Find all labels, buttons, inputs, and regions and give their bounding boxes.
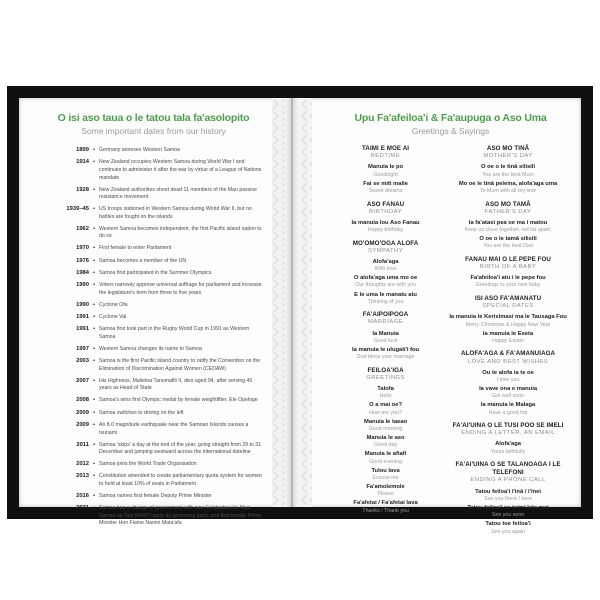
phrase-samoan: Fai se miti malie [363,180,408,187]
timeline-text: His Highness, Malietoa Tanumafili II, dies aged 94, after serving 45 years as Head of State [99,377,253,392]
phrase-item [334,451,437,465]
phrase-item [445,236,571,250]
greeting-section [334,367,437,514]
book-spine [272,98,312,507]
phrase-english: See you soon [491,512,525,519]
phrase-samoan: Manuia le afiafi [364,451,407,458]
phrase-english: You are the best Mum [482,171,534,178]
phrase-samoan: Ia manuia le Kerisimasi ma le Tausaga Fou [449,314,567,321]
timeline-row [39,346,268,354]
left-page-title: O isi aso taua o le tatou tala fa'asolopito [57,112,250,124]
timeline-text: Samoa joins the World Trade Organisation [99,461,197,468]
phrase-samoan: Talofa [377,386,394,393]
phrase-item [334,386,437,400]
phrase-item [445,314,571,328]
phrase-item [334,484,437,498]
timeline-row [39,442,268,457]
timeline-bullet-icon: • [92,492,96,499]
greeting-section [334,311,437,360]
phrase-samoan: Manuia le aso [366,435,405,442]
greeting-section [445,461,571,535]
timeline-text: Western Samoa changes its name to Samoa [99,345,202,352]
greeting-section [445,201,571,250]
phrase-samoan: Tulou lava [371,467,400,474]
section-heading-samoan: FA'AI'UINA O LE TUSI POO SE IMELI [452,422,564,430]
timeline-text: Samoa has a change of government with new Fa'atuatua i le Atua Samoa ua Tasi (FAST) party as governing party, and first female Prime Minister Hon Fiame Naomi Mata'afa [99,505,262,527]
phrase-samoan: Fa'afeiloa'i atu i le pepe fou [470,275,546,282]
phrase-english: Thanks / Thank you [362,507,409,514]
phrase-samoan: O oe o le tamā silisili [479,236,537,243]
phrase-item [334,500,437,514]
timeline-bullet-icon: • [92,159,96,166]
phrase-samoan: Alofa'aga [495,441,521,448]
section-heading-english: SPECIAL DATES [482,303,534,310]
timeline-year: 1990 [76,301,89,308]
section-heading-english: ENDING A LETTER, AN EMAIL [461,430,555,437]
phrase-item [334,292,437,306]
section-heading-samoan: TAIMI E MOE AI [362,145,410,153]
phrase-english: Excuse me [372,475,399,481]
timeline-text: Constitution amended to create parliamentary quota system for women to hold at least 10% of seats in Parliament [99,473,262,487]
timeline-bullet-icon: • [92,186,96,193]
greeting-section [445,295,571,344]
timeline-bullet-icon: • [92,147,96,154]
section-heading-english: BEDTIME [370,153,401,160]
right-page-title: Upu Fa'afeiloa'i & Fa'aupuga o Aso Uma [354,112,547,124]
timeline-text: US troops stationed in Western Samoa during World War II, but no battles are fought on the islands [99,206,252,220]
timeline-bullet-icon: • [92,409,96,416]
phrase-english: Have a good trip [488,409,528,416]
tapa-chevron-pattern-icon [272,98,312,507]
phrase-samoan: E le uma le manatu atu [354,291,417,298]
timeline-text: An 8.0 magnitude earthquake near the Samoan Islands causes a tsunami [99,421,249,436]
phrase-item [445,386,571,400]
greetings-columns [328,145,573,541]
phrase-item [445,441,571,455]
phrase-english: Goodnight [373,171,398,178]
timeline-row [39,206,268,221]
timeline-text: Samoa first participated in the Summer Olympics [99,269,212,276]
timeline-text: Samoa is the first Pacific Island country to ratify the Convention on the Elimination of Discrimination Against Women (CEDAW) [99,358,261,372]
timeline-text: Samoa's wins first Olympic medal by female weightlifter, Ele Opeloge [99,397,258,404]
timeline-row [39,473,268,488]
phrase-item [445,331,571,345]
section-heading-samoan: FA'AI'UINA O SE TALANOAGA I LE TELEFONI [455,461,561,477]
phrase-samoan: Ia manuia le ulugali'i fou [352,346,420,353]
timeline-bullet-icon: • [92,326,96,333]
phrase-samoan: Tatou feiloa'i i'inā / i'inei [475,488,541,495]
phrase-english: See you again [491,528,525,535]
section-heading-samoan: ASO MO TINĀ [486,145,530,153]
timeline-row [39,358,268,373]
phrase-item [334,181,437,195]
section-heading-english: LOVE AND BEST WISHES [467,358,549,365]
timeline-row [39,302,268,310]
timeline-text: New Zealand occupies Western Samoa during World War I and continues to administer it after the war by virtue of a League of Nations mandate [99,159,262,181]
timeline-year: 1976 [76,257,89,264]
phrase-english: Please [377,491,394,498]
greeting-section [334,145,437,194]
timeline-bullet-icon: • [92,269,96,276]
timeline-year: 2012 [76,461,89,468]
timeline-row [39,505,268,528]
timeline-year: 1914 [76,159,89,166]
timeline-row [39,258,268,266]
timeline-bullet-icon: • [92,421,96,428]
timeline-year: 2011 [76,441,89,448]
phrase-samoan: Tatou toe feiloa'i [485,521,531,528]
phrase-english: Happy birthday [367,227,404,234]
timeline-text: Samoa becomes a member of the UN [99,257,187,264]
phrase-samoan: Manuia le po [368,164,404,171]
timeline-year: 2007 [76,377,89,384]
phrase-samoan: Ou te alofa ia te oe [482,369,534,376]
timeline-bullet-icon: • [92,377,96,384]
phrase-item [334,331,437,345]
greetings-column-2 [443,145,573,541]
timeline-year: 2016 [76,492,89,499]
timeline-year: 1939–45 [66,206,89,213]
section-heading-samoan: ALOFA'AGA & FA'AMANUIAGA [460,350,556,358]
section-heading-english: FATHER'S DAY [484,208,532,215]
section-heading-english: BIRTHDAY [369,208,402,215]
phrase-english: Yours faithfully [490,448,526,455]
phrase-english: Our thoughts are with you [355,282,416,289]
phrase-item [334,275,437,289]
timeline-row [39,187,268,202]
timeline-bullet-icon: • [92,358,96,365]
phrase-item [445,489,571,503]
timeline-year: 2021 [76,505,89,512]
timeline-text: Samoa first took part in the Rugby World Cup in 1991 as Western Samoa [99,326,250,340]
timeline-row [39,410,268,418]
phrase-english: Sweet dreams [368,187,403,194]
phrase-item [334,220,437,234]
phrase-english: Good day [374,442,398,449]
phrase-item [334,468,437,482]
timeline-text: Germany annexes Western Samoa [99,147,180,154]
phrase-samoan: Fa'amolemole [366,484,405,491]
phrase-item [445,181,571,195]
section-heading-english: SYMPATHY [368,247,404,254]
timeline-year: 1997 [76,345,89,352]
section-heading-samoan: FEILOA'IGA [367,366,404,374]
phrase-samoan: Manuia le taeao [363,418,408,425]
timeline-bullet-icon: • [92,505,96,512]
section-heading-english: MARRIAGE [368,319,404,326]
phrase-english: Thinking of you [367,298,404,305]
timeline-year: 2013 [76,473,89,480]
timeline-text: First female to enter Parliament [99,245,172,252]
greeting-section [334,240,437,306]
phrase-samoan: Mo oe le tinā peleina, alofa'aga uma [458,180,558,187]
section-heading-samoan: ASO FANAU [366,200,405,208]
phrase-english: Good evening [369,458,403,465]
right-page [312,98,581,535]
timeline-year: 2009 [76,421,89,428]
timeline-bullet-icon: • [92,257,96,264]
timeline-year: 1991 [76,326,89,333]
phrase-samoan: Ia fa'atasi pea oe ma i matou [468,219,548,226]
timeline-year: 1899 [76,147,89,154]
phrase-samoan: Ia manuia le Malaga [480,402,536,409]
timeline-row [39,270,268,278]
timeline-bullet-icon: • [92,441,96,448]
phrase-english: Merry Christmas & Happy New Year [465,321,551,328]
timeline-year: 2008 [76,397,89,404]
timeline-row [39,314,268,322]
timeline-bullet-icon: • [92,314,96,321]
timeline-year: 1990 [76,282,89,289]
timeline [39,147,268,528]
section-heading-samoan: MO'OMO'OGA ALOFA [352,239,419,247]
timeline-text: Samoa switches to driving on the left [99,409,184,416]
timeline-year: 2009 [76,409,89,416]
timeline-year: 1928 [76,186,89,193]
timeline-year: 1984 [76,269,89,276]
timeline-row [39,282,268,297]
phrase-samoan: Alofa'aga [372,258,399,265]
phrase-samoan: Tatou feiloa'i se taimi lata mai [467,504,549,511]
phrase-english: To Mum with all my love [479,187,537,194]
phrase-item [334,164,437,178]
timeline-text: Samoa 'skips' a day at the end of the year, going straight from 29 to 31 December and jumping westward across the international dateline [99,441,262,456]
phrase-item [334,419,437,433]
phrase-english: Keep us close together, not far apart. [464,227,552,234]
timeline-year: 2003 [76,358,89,365]
phrase-english: I love you [496,376,520,383]
timeline-bullet-icon: • [92,461,96,468]
phrase-item [445,164,571,178]
timeline-bullet-icon: • [92,301,96,308]
phrase-item [334,259,437,273]
section-heading-samoan: ISI ASO FA'AMANATU [474,295,542,303]
timeline-text: Cyclone Val [99,314,127,321]
phrase-item [445,521,571,535]
timeline-text: Voters narrowly approve universal suffrage for parliament and increase the legislature's term from three to five years [99,282,262,296]
section-heading-samoan: FANAU MAI O LE PEPE FOU [465,255,551,263]
section-heading-english: ENDING A PHONE CALL [470,477,546,484]
timeline-row [39,461,268,469]
phrase-item [445,402,571,416]
phrase-english: Happy Easter [492,337,525,344]
phrase-english: Get well soon [492,393,525,400]
timeline-text: New Zealand authorities shoot dead 11 members of the Mau passive resistance movement [99,186,257,201]
phrase-item [445,505,571,519]
greeting-section [445,422,571,455]
timeline-bullet-icon: • [92,473,96,480]
timeline-year: 1962 [76,225,89,232]
phrase-english: How are you? [369,409,402,416]
phrase-samoan: O a mai oe? [369,402,402,409]
timeline-row [39,493,268,501]
phrase-item [445,220,571,234]
timeline-text: Samoa names first female Deputy Prime Minister [99,492,212,499]
section-heading-english: BIRTH OF A BABY [479,264,537,271]
right-page-subtitle: Greetings & Sayings [411,126,490,137]
timeline-bullet-icon: • [92,245,96,252]
section-heading-english: GREETINGS [366,374,405,381]
phrase-english: See you there / here [484,495,533,502]
timeline-year: 1970 [76,245,89,252]
phrase-samoan: O oe o le tinā silisili [481,164,536,171]
phrase-item [445,275,571,289]
phrase-item [334,347,437,361]
left-page [19,98,272,527]
timeline-text: Western Samoa becomes independent, the first Pacific island nation to do so [99,225,262,240]
timeline-row [39,147,268,155]
greeting-section [334,201,437,234]
greeting-section [445,145,571,194]
section-heading-samoan: ASO MO TAMĀ [485,200,531,208]
phrase-samoan: Ia manuia le Eseta [482,330,534,337]
timeline-row [39,326,268,341]
phrase-english: Hello [379,393,392,400]
section-heading-samoan: FA'AIPOIPOGA [362,311,409,319]
phrase-samoan: Ia vave ona e manuia [479,386,538,393]
phrase-item [334,435,437,449]
phrase-samoan: Fa'afetai / Fa'afetai lava [353,500,418,507]
timeline-bullet-icon: • [92,397,96,404]
section-heading-english: MOTHER'S DAY [483,153,533,160]
book-pages [19,98,581,535]
timeline-row [39,422,268,437]
timeline-row [39,245,268,253]
timeline-row [39,378,268,393]
timeline-year: 1991 [76,314,89,321]
greeting-section [445,350,571,416]
phrase-item [334,402,437,416]
book-spread [7,86,593,535]
phrase-item [445,370,571,384]
phrase-english: With love [374,266,397,273]
timeline-bullet-icon: • [92,345,96,352]
phrase-english: Good luck [373,337,398,344]
timeline-row [39,159,268,182]
timeline-bullet-icon: • [92,206,96,213]
left-page-subtitle: Some important dates from our history [81,126,226,137]
timeline-bullet-icon: • [92,282,96,289]
timeline-bullet-icon: • [92,225,96,232]
phrase-english: God bless your marriage [356,354,415,361]
greetings-column-1 [328,145,443,541]
greeting-section [445,256,571,289]
timeline-row [39,226,268,241]
timeline-text: Cyclone Ofa [99,301,128,308]
phrase-samoan: O alofa'aga uma mo oe [353,275,418,282]
phrase-samoan: Ia Manuia [372,330,399,337]
phrase-english: Good morning [368,425,403,432]
phrase-samoan: Ia manuia lou Aso Fanau [351,219,420,226]
phrase-english: You are the best Dad [483,243,533,250]
phrase-english: Greetings to your new baby [475,282,541,289]
timeline-row [39,397,268,405]
